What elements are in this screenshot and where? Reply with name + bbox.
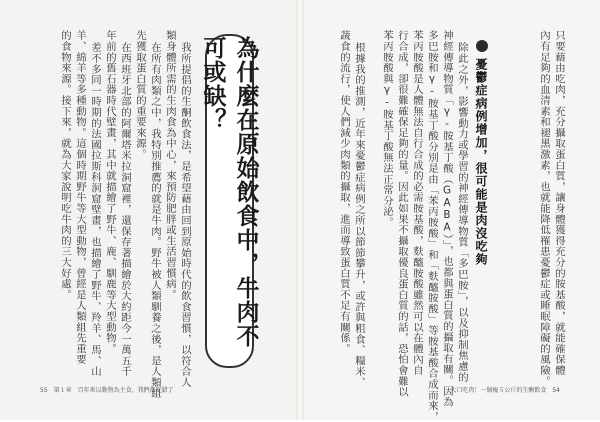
headline-box <box>199 34 259 368</box>
left-col-2: 類身體所需的生肉食為中心，來預防肥胖或生活習慣病。 <box>164 30 176 300</box>
left-col-4: 先獲取蛋白質的重要來源。 <box>134 30 146 160</box>
right-col-6: 苯丙胺酸是人體無法自行合成的必需胺基酸，麩醯胺酸雖然可以在體內自 <box>411 30 423 376</box>
right-col-4: 神經傳導物質「γ-胺基丁酸（GABA）」，也都與蛋白質的攝取有關。因為 <box>441 30 453 408</box>
left-col-7: 差不多同一時期的法國拉斯科洞窟壁畫，也描繪了野牛、羚羊、馬、山 <box>89 42 101 377</box>
footer-right: 大口吃肉！一個瘦５公斤的生酮飲食 54 <box>450 387 560 394</box>
left-col-5: 在西班牙北部的阿爾塔米拉洞窟裡，還保存著描繪於大約距今一萬五千 <box>119 42 131 377</box>
right-col-3: 除此之外，影響動力或學習的神經傳導物質「多巴胺」，以及抑制焦慮的 <box>456 42 468 383</box>
headline: 為什麼在原始飲食中，牛肉不可或缺？ <box>199 36 259 348</box>
right-col-10: 蔬食的流行，使人們減少肉類的攝取，進而導致蛋白質不足有關係。 <box>338 30 350 354</box>
left-col-6: 年前的舊石器時代壁畫，其中就描繪了野牛、鹿、馴鹿等大型動物。 <box>104 30 116 354</box>
left-col-1: 我所提倡的生酮飲食法，是希望藉由回到原始時代的飲食習慣，以符合人 <box>179 42 191 388</box>
left-col-3: 在所有肉類之中，我特別推薦的就是牛肉。野牛被人類馴養之後，是人類組 <box>149 42 161 399</box>
left-col-8: 羊、綿羊等多種動物。這個時期野牛等大型動物，曾經是人類組先重要 <box>74 30 86 365</box>
section-bullet-icon <box>476 40 488 52</box>
right-col-7: 行合成，卻很難確保足夠的量。因此如果不攝取優良蛋白質的話，恐怕會難以 <box>396 30 408 398</box>
right-col-5: 多巴胺和γ-胺基丁酸分別是由「苯丙胺酸」和「麩醯胺酸」等胺基酸合成而來， <box>426 30 438 422</box>
left-col-9: 的食物來源。接下來，就為大家說明吃牛肉的三大好處。 <box>59 30 71 300</box>
footer-left: 55 第１章 百年來以動物為主食，我們都吃錯了 <box>40 387 174 394</box>
right-col-8: 苯丙胺酸與γ-胺基丁酸無法正常分泌。 <box>381 30 393 228</box>
right-col-1: 只要藉由吃肉，充分攝取蛋白質，讓身體獲得充分的胺基酸，就能確保體 <box>553 30 565 376</box>
section-title: 憂鬱症病例增加，很可能是肉沒吃夠 <box>474 58 488 266</box>
book-gutter <box>296 0 304 420</box>
right-col-2: 內有足夠的血清素和褪黑激素，也就能降低罹患憂鬱症或睡眠障礙的風險。 <box>538 30 550 387</box>
right-col-9: 根據我的推測，近年來憂鬱症病例之所以節節攀升，或許與粗食、糧米、 <box>353 42 365 388</box>
